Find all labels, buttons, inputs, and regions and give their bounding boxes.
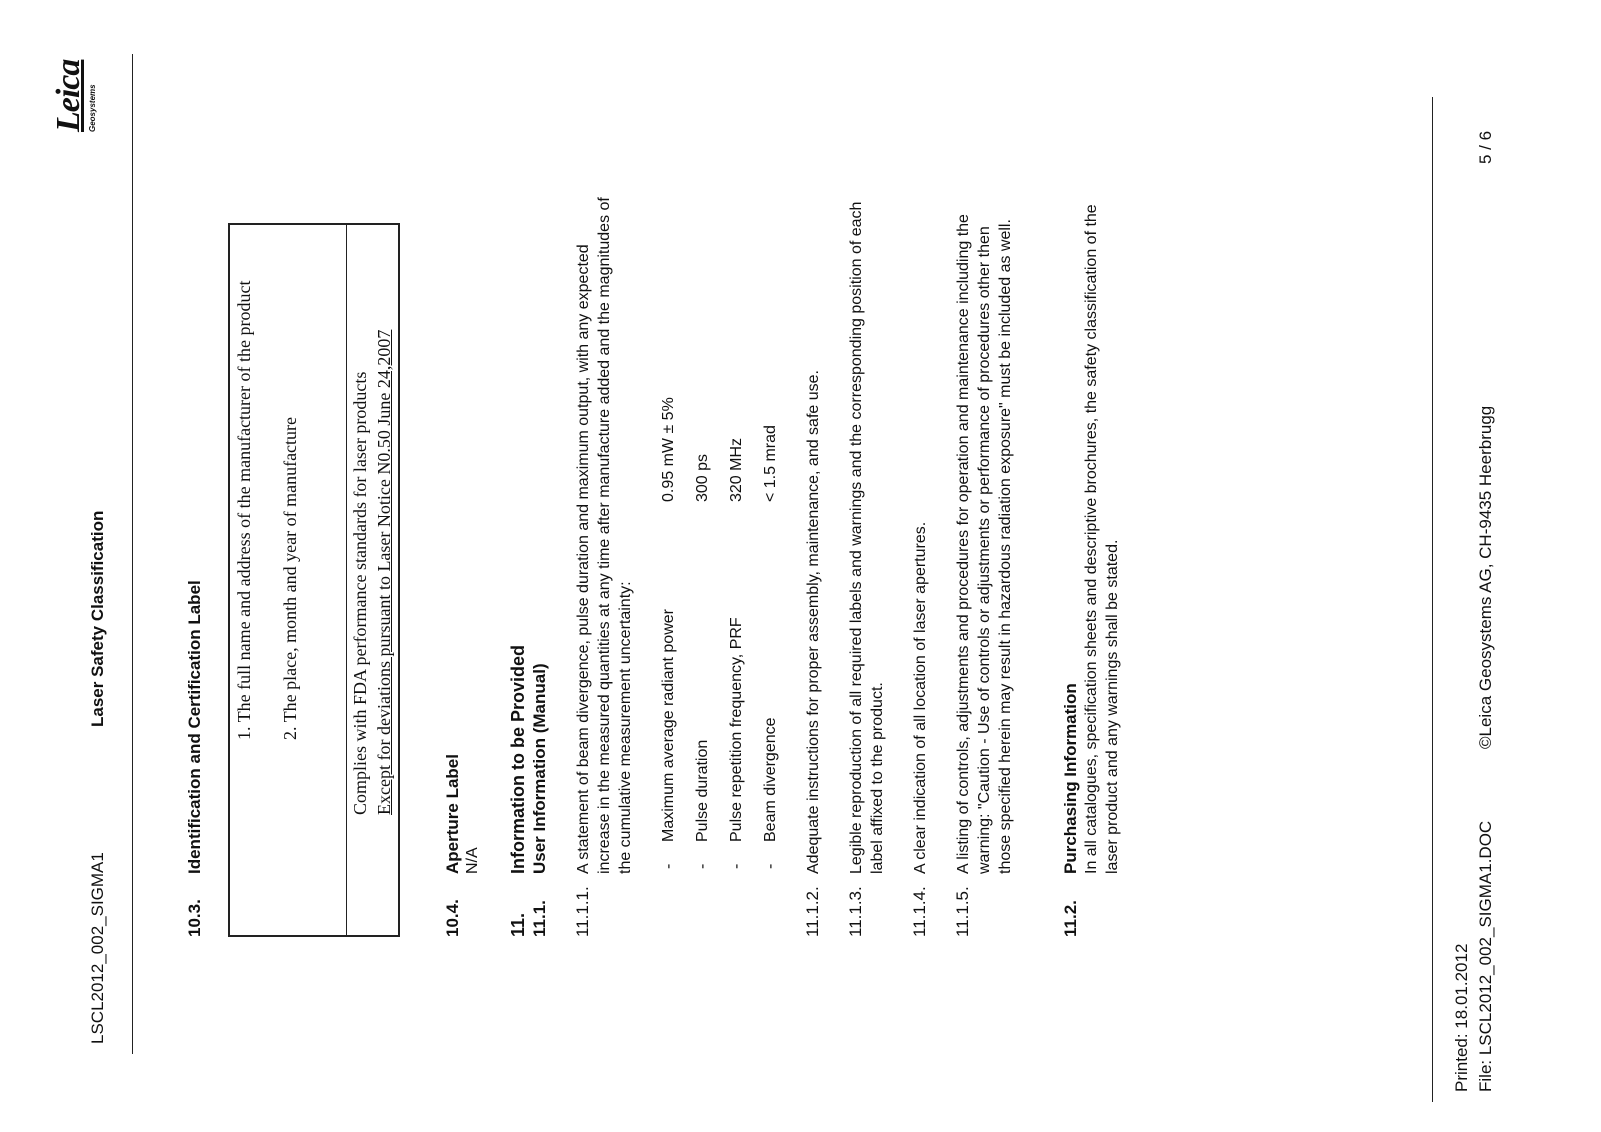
- item-11-1-5-line-1: A listing of controls, adjustments and procedures for operation and maintenance including the: [955, 214, 972, 874]
- item-11-1-1-line-1: A statement of beam divergence, pulse duration and maximum output, with any expected: [575, 244, 592, 874]
- item-number-11-1-4: 11.1.4.: [910, 886, 929, 937]
- spec-dash: -: [660, 863, 677, 869]
- document-id: LSCL2012_002_SIGMA1: [88, 852, 107, 1044]
- section-heading-11-2: Purchasing Information: [1061, 683, 1080, 874]
- spec-dash: -: [762, 863, 779, 869]
- footer-file-name: File: LSCL2012_002_SIGMA1.DOC: [1476, 820, 1495, 1092]
- spec-label-beam-divergence: Beam divergence: [762, 717, 779, 842]
- certification-label-box: [228, 223, 400, 937]
- footer-rule: [1432, 97, 1433, 1102]
- spec-label-prf: Pulse repetition frequency, PRF: [728, 617, 745, 842]
- section-heading-11: Information to be Provided: [508, 644, 528, 874]
- footer-company: ©Leica Geosystems AG, CH-9435 Heerbrugg: [1476, 405, 1495, 749]
- section-heading-10-3: Identification and Certification Label: [185, 580, 204, 874]
- section-heading-11-1: User Information (Manual): [530, 663, 549, 874]
- spec-value-pulse-duration: 300 ps: [694, 453, 711, 502]
- spec-value-beam-divergence: < 1.5 mrad: [762, 425, 779, 502]
- purchasing-info-line-1: In all catalogues, specification sheets and descriptive brochures, the safety classification of the: [1083, 204, 1100, 874]
- item-11-1-1-line-3: the cumulative measurement uncertainty:: [617, 581, 634, 874]
- item-11-1-5-line-3: those specified herein may result in hazardous radiation exposure" must be included as well.: [997, 219, 1014, 874]
- spec-dash: -: [728, 863, 745, 869]
- spec-value-prf: 320 MHz: [728, 437, 745, 502]
- header-rule: [132, 54, 133, 1054]
- spec-label-max-power: Maximum average radiant power: [660, 609, 677, 842]
- box-item-2: 2. The place, month and year of manufacture: [280, 416, 300, 740]
- item-11-1-2-line-1: Adequate instructions for proper assembly, maintenance, and safe use.: [805, 370, 822, 874]
- section-heading-10-4: Aperture Label: [443, 754, 462, 874]
- logo-wordmark: Leica: [50, 59, 87, 132]
- item-11-1-3-line-1: Legible reproduction of all required labels and warnings and the corresponding position of each: [848, 201, 865, 874]
- box-compliance-line-1: Complies with FDA performance standards for laser products: [350, 371, 370, 815]
- item-11-1-4-line-1: A clear indication of all location of laser apertures.: [912, 521, 929, 874]
- footer-printed-date: Printed: 18.01.2012: [1452, 943, 1471, 1092]
- footer-page-number: 5 / 6: [1476, 130, 1495, 164]
- item-number-11-1-3: 11.1.3.: [846, 886, 865, 937]
- section-number-11: 11.: [508, 912, 528, 937]
- section-number-11-1: 11.1.: [530, 900, 549, 937]
- item-number-11-1-2: 11.1.2.: [803, 886, 822, 937]
- aperture-label-text: N/A: [464, 847, 481, 874]
- item-11-1-5-line-2: warning: "Caution - Use of controls or adjustments or performance of procedures other then: [976, 226, 993, 874]
- item-11-1-1-line-2: increase in the measured quantities at any time after manufacture added and the magnitudes of: [596, 197, 613, 874]
- leica-logo: [50, 57, 110, 132]
- spec-value-max-power: 0.95 mW ± 5%: [660, 397, 677, 502]
- document-title: Laser Safety Classification: [88, 510, 107, 727]
- item-number-11-1-1: 11.1.1.: [573, 886, 592, 937]
- logo-subtext: Geosystems: [88, 84, 97, 132]
- purchasing-info-line-2: laser product and any warnings shall be stated.: [1104, 539, 1121, 874]
- item-number-11-1-5: 11.1.5.: [953, 886, 972, 937]
- box-compliance-line-2: Except for deviations pursuant to Laser Notice N0.50 June 24,2007: [374, 329, 394, 815]
- item-11-1-3-line-2: label affixed to the product.: [869, 682, 886, 874]
- spec-dash: -: [694, 863, 711, 869]
- section-number-11-2: 11.2.: [1061, 900, 1080, 937]
- box-item-1: 1. The full name and address of the manufacturer of the product: [234, 280, 254, 740]
- spec-label-pulse-duration: Pulse duration: [694, 739, 711, 842]
- section-number-10-3: 10.3.: [185, 899, 204, 937]
- box-divider: [346, 225, 347, 935]
- section-number-10-4: 10.4.: [443, 899, 462, 937]
